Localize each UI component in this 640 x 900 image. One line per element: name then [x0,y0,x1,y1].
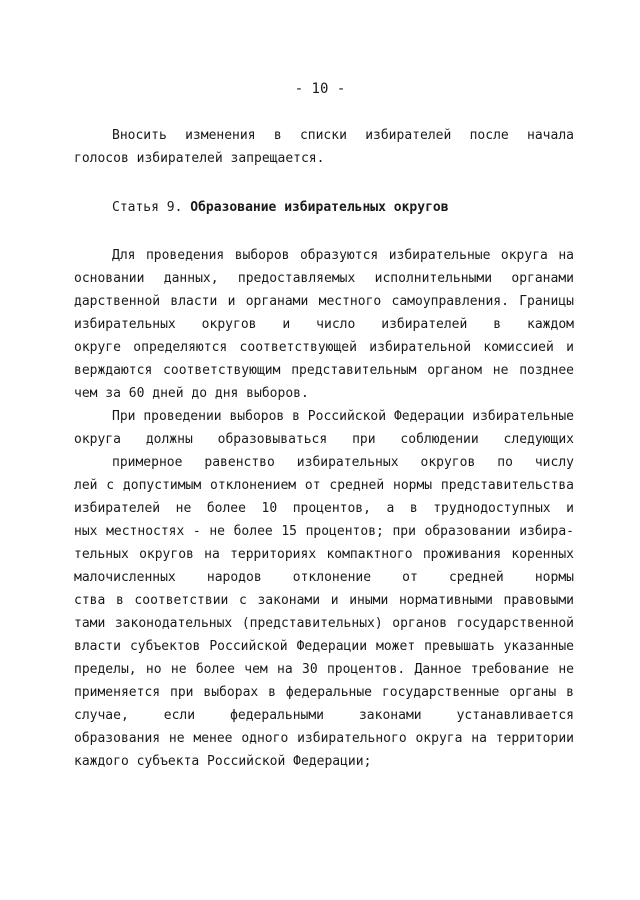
paragraph-district-requirements [74,405,574,773]
paragraph-line: применяется при выборах в федеральные государственные органы в [74,685,574,700]
paragraph-line: Для проведения выборов образуются избирательные округа на [112,248,574,263]
paragraph-line: лей с допустимым отклонением от средней нормы представительства [74,478,574,493]
paragraph-line: власти субъектов Российской Федерации может превышать указанные [74,639,574,654]
article-heading [74,196,574,219]
page-number: - 10 - [294,81,346,97]
paragraph-line: основании данных, предоставляемых исполнительными органами [74,271,574,286]
paragraph-line: округе определяются соответствующей избирательной комиссией и [74,340,574,355]
paragraph-line: голосов избирателей запрещается. [74,151,325,166]
paragraph-line: малочисленных народов отклонение от средней нормы [74,570,574,585]
paragraph-line: Вносить изменения в списки избирателей после начала [112,128,574,143]
article-title: Образование избирательных округов [190,200,449,215]
paragraph-line: ных местностях - не более 15 процентов; при образовании избира- [74,524,574,539]
paragraph-line: округа должны образовываться при соблюдении следующих [74,432,574,447]
paragraph-line: избирательных округов и число избирателей в каждом [74,317,574,332]
paragraph-line: пределы, но не более чем на 30 процентов. Данное требование не [74,662,574,677]
paragraph-districts-formation [74,244,574,405]
paragraph-line: образования не менее одного избирательного округа на территории [74,731,574,746]
paragraph-line: дарственной власти и органами местного самоуправления. Границы [74,294,574,309]
paragraph-line: чем за 60 дней до дня выборов. [74,386,309,401]
paragraph-line: При проведении выборов в Российской Федерации избирательные [112,409,574,424]
article-label: Статья 9. [112,200,183,215]
paragraph-line: каждого субъекта Российской Федерации; [74,754,372,769]
paragraph-line: ства в соответствии с законами и иными нормативными правовыми [74,593,574,608]
paragraph-line: тами законодательных (представительных) органов государственной [74,616,574,631]
paragraph-voter-lists [74,124,574,170]
paragraph-line: примерное равенство избирательных округов по числу [112,455,574,470]
paragraph-line: избирателей не более 10 процентов, а в труднодоступных и [74,501,574,516]
paragraph-line: случае, если федеральными законами устанавливается [74,708,574,723]
article-heading-line [74,196,574,219]
paragraph-line: верждаются соответствующим представительным органом не позднее [74,363,574,378]
paragraph-line: тельных округов на территориях компактного проживания коренных [74,547,574,562]
